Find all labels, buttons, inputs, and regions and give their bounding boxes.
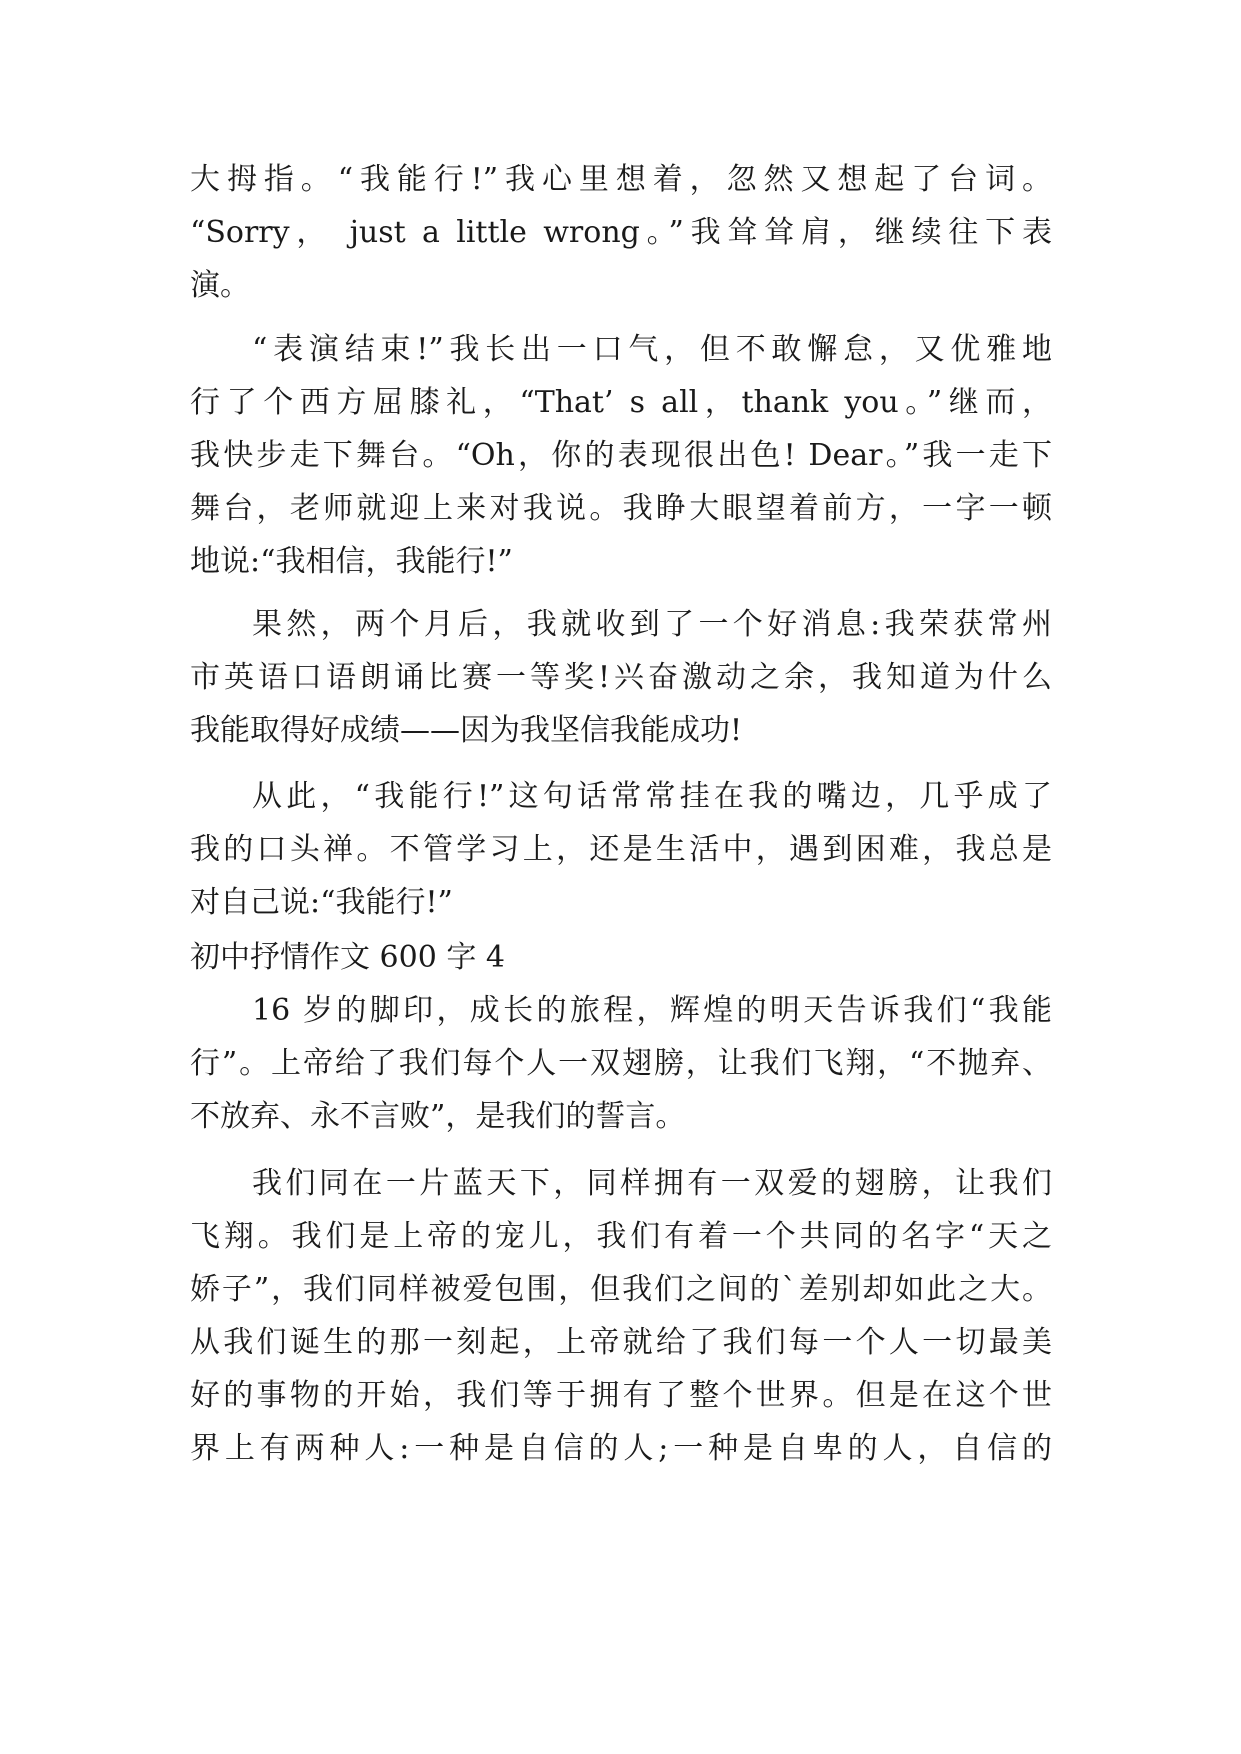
text-line: 从我们诞生的那一刻起，上帝就给了我们每一个人一切最美 <box>190 1325 1052 1360</box>
text-line: 行了个西方屈膝礼，“That’ s all，thank you。”继而， <box>190 385 1052 420</box>
text-line: 界上有两种人:一种是自信的人;一种是自卑的人，自信的 <box>190 1431 1052 1466</box>
text-line: 舞台，老师就迎上来对我说。我睁大眼望着前方，一字一顿 <box>190 491 1052 526</box>
text-line: 娇子”，我们同样被爱包围，但我们之间的`差别却如此之大。 <box>190 1272 1052 1307</box>
text-line: 我快步走下舞台。“Oh，你的表现很出色! Dear。”我一走下 <box>190 438 1052 473</box>
text-line: 行”。上帝给了我们每个人一双翅膀，让我们飞翔，“不抛弃、 <box>190 1046 1052 1081</box>
text-line: 飞翔。我们是上帝的宠儿，我们有着一个共同的名字“天之 <box>190 1219 1052 1254</box>
paragraph-first-line: 我们同在一片蓝天下，同样拥有一双爱的翅膀，让我们 <box>252 1166 1052 1201</box>
text-line: 好的事物的开始，我们等于拥有了整个世界。但是在这个世 <box>190 1378 1052 1413</box>
text-line: 我能取得好成绩——因为我坚信我能成功! <box>190 713 743 748</box>
paragraph-first-line: 果然，两个月后，我就收到了一个好消息:我荣获常州 <box>252 607 1052 642</box>
section-heading: 初中抒情作文 600 字 4 <box>190 940 505 975</box>
text-line: 不放弃、永不言败”，是我们的誓言。 <box>190 1099 686 1134</box>
paragraph-first-line: 从此，“我能行!”这句话常常挂在我的嘴边，几乎成了 <box>252 779 1052 814</box>
text-line: 演。 <box>190 268 250 303</box>
text-line: 对自己说:“我能行!” <box>190 885 453 920</box>
text-line: 我的口头禅。不管学习上，还是生活中，遇到困难，我总是 <box>190 832 1052 867</box>
text-line: “Sorry， just a little wrong。”我耸耸肩，继续往下表 <box>190 215 1052 250</box>
paragraph-first-line: 16 岁的脚印，成长的旅程，辉煌的明天告诉我们“我能 <box>252 993 1052 1028</box>
text-line: 大拇指。“我能行!”我心里想着，忽然又想起了台词。 <box>190 162 1052 197</box>
text-line: 市英语口语朗诵比赛一等奖!兴奋激动之余，我知道为什么 <box>190 660 1052 695</box>
paragraph-first-line: “表演结束!”我长出一口气，但不敢懈怠，又优雅地 <box>252 332 1052 367</box>
text-line: 地说:“我相信，我能行!” <box>190 544 513 579</box>
